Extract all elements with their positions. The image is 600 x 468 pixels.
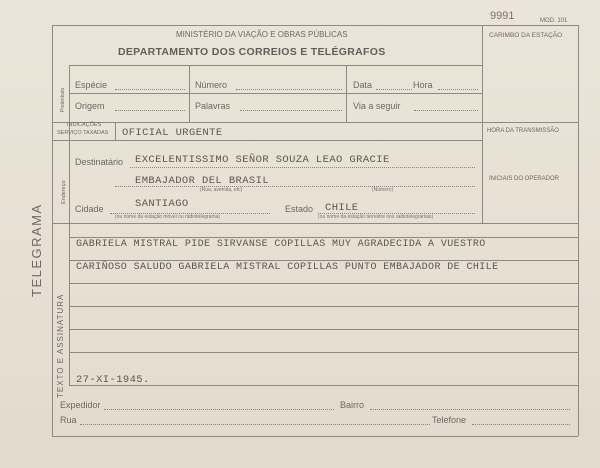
numero-hint: (Número) — [372, 187, 394, 193]
rua-label: Rua — [60, 415, 77, 425]
indicacoes-label-2: SERVIÇO TAXADAS — [57, 130, 109, 136]
rua-hint: (Rua, avenida, etc) — [200, 187, 243, 193]
indicacoes-typed: OFICIAL URGENTE — [122, 127, 223, 139]
iniciais-operador-label: INICIAIS DO OPERADOR — [489, 176, 560, 182]
texto-assinatura-label: TEXTO E ASSINATURA — [56, 293, 65, 398]
numero-label: Número — [195, 80, 228, 90]
message-line-1: GABRIELA MISTRAL PIDE SIRVANSE COPILLAS MUY AGRADECIDA A VUESTRO — [76, 239, 486, 250]
station-stamp-label: CARIMBO DA ESTAÇÃO — [489, 32, 563, 39]
destinatario-line-1: EXCELENTISSIMO SEÑOR SOUZA LEAO GRACIE — [135, 154, 390, 166]
model-label: MOD. 101 — [540, 18, 568, 24]
cidade-typed: SANTIAGO — [135, 198, 189, 210]
via-label: Via a seguir — [353, 101, 401, 111]
palavras-label: Palavras — [195, 101, 231, 111]
cidade-hint: (ou nome da estação móvel ou rádiotelegrama) — [115, 214, 221, 220]
cidade-label: Cidade — [75, 204, 104, 214]
telefone-label: Telefone — [432, 415, 467, 425]
expedidor-label: Expedidor — [60, 400, 101, 410]
indicacoes-label-1: INDICAÇÕES — [67, 122, 102, 128]
destinatario-line-2: EMBAJADOR DEL BRASIL — [135, 175, 270, 187]
destinatario-label: Destinatário — [75, 157, 124, 167]
ministry-label: MINISTÉRIO DA VIAÇÃO E OBRAS PÚBLICAS — [176, 30, 348, 39]
estado-label: Estado — [285, 204, 314, 214]
message-date: 27-XI-1945. — [76, 374, 150, 386]
estado-typed: CHILE — [325, 202, 359, 214]
especie-label: Espécie — [75, 80, 108, 90]
endereco-label: Endereço — [61, 180, 67, 204]
data-label: Data — [353, 80, 373, 90]
estado-hint: (ou nome da estação terrestre nos radiotelegramas) — [318, 214, 434, 220]
department-title: DEPARTAMENTO DOS CORREIOS E TELÉGRAFOS — [118, 46, 386, 58]
message-line-2: CARIÑOSO SALUDO GABRIELA MISTRAL COPILLAS PUNTO EMBAJADOR DE CHILE — [76, 262, 499, 273]
hora-label: Hora — [413, 80, 433, 90]
bairro-label: Bairro — [340, 400, 365, 410]
hora-transmissao-label: HORA DA TRANSMISSÃO — [487, 128, 559, 134]
preambulo-label: Preâmbulo — [60, 87, 66, 112]
serial-number: 9991 — [490, 10, 515, 22]
origem-label: Origem — [75, 101, 105, 111]
telegrama-label: TELEGRAMA — [29, 203, 44, 297]
